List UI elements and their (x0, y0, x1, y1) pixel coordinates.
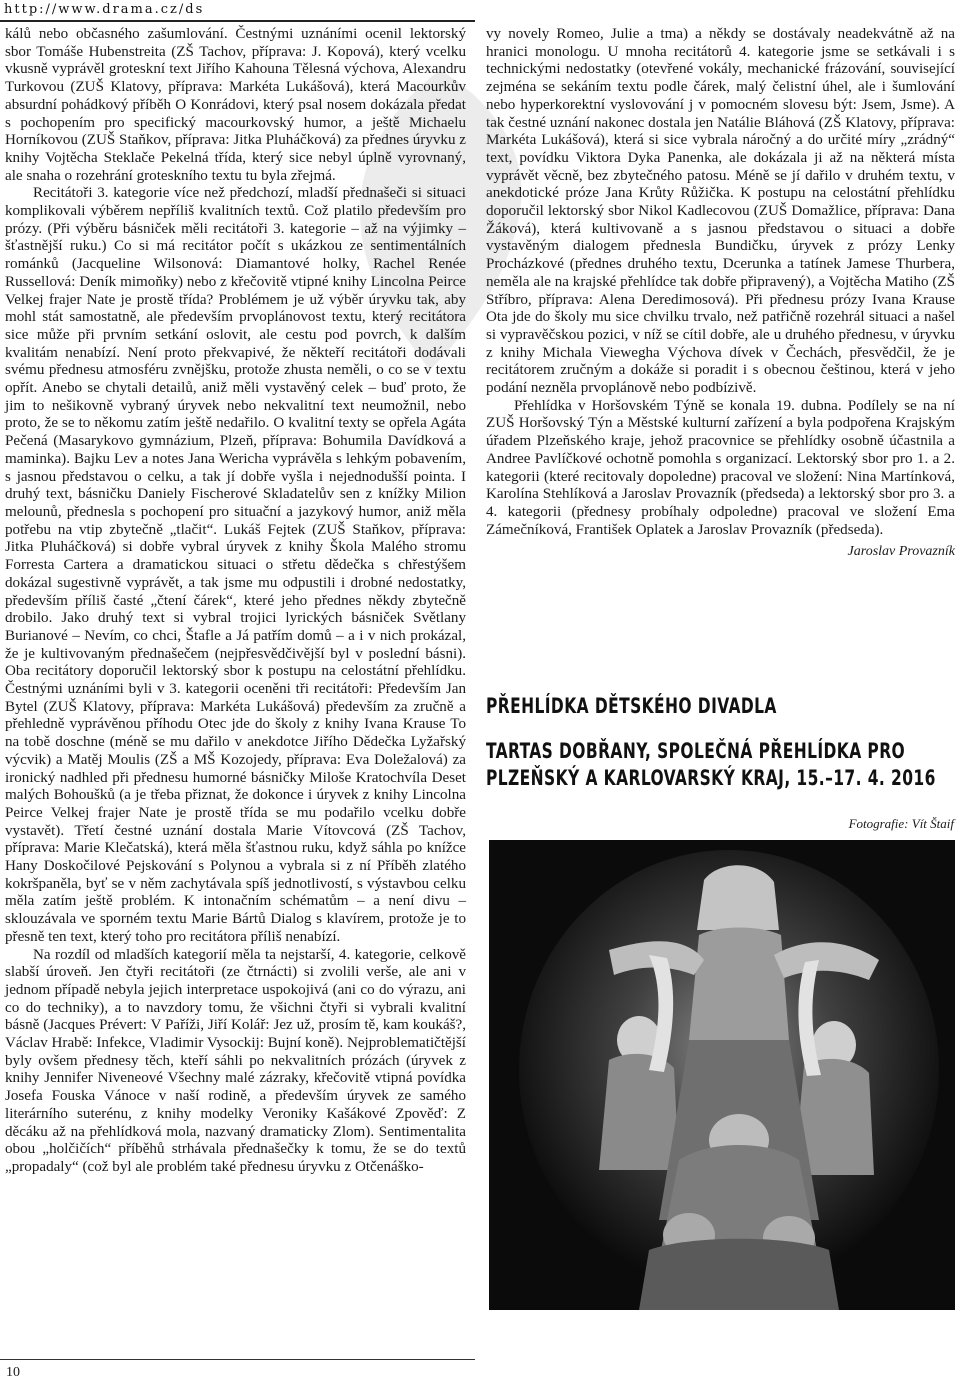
photo-credit: Fotografie: Vít Štaif (848, 816, 954, 831)
paragraph: kálů nebo občasného zašumlování. Čestnými uznáními ocenil lektorský sbor Tomáše Hubenstreita (ZŠ Tachov, příprava: J. Kopová), který vcelku vkusně vyprávěl groteskní text Jiřího Kahouna Tělesná výchova, Alexandru Turkovou (ZUŠ Klatovy, příprava: Markéta Lukášová), která Macourkův absurdní pohádkový příběh O Konrádovi, který psal nosem dokázala předat s pochopením pro specifický macourkovský humor, a ještě Michaelu Horníkovou (ZUŠ Staňkov, příprava: Jitka Pluháčková) za přednes úryvku z knihy Vojtěcha Steklače Pekelná třída, který sice nebyl úplně vyrovnaný, ale snaha o rozehrání groteskního textu tu byla zřejmá. (5, 26, 466, 184)
left-column (5, 26, 466, 1177)
header-rule (0, 20, 475, 22)
section-heading: PŘEHLÍDKA DĚTSKÉHO DIVADLA (486, 694, 777, 718)
header-url[interactable]: http://www.drama.cz/ds (4, 2, 205, 17)
event-heading: TARTAS DOBŘANY, SPOLEČNÁ PŘEHLÍDKA PRO PLZEŇSKÝ A KARLOVARSKÝ KRAJ, 15.–17. 4. 2016 (486, 739, 936, 790)
paragraph: Recitátoři 3. kategorie více než předchozí, mladší přednašeči si situaci komplikovali výběrem nepříliš kvalitních textů. Což platilo především pro prózy. (Při výběru básniček měli recitátoři 3. kategorie – až na výjimky – šťastnější ruku.) Co si má recitátor počít s ukázkou ze sentimentálních románků (Jacqueline Wilsonová: Diamantové holky, Rachel Renée Russellová: Deník mimoňky) nebo z křečovitě vtipné knihy Lincolna Peirce Velkej frajer Nate je prostě třída? Problémem je už výběr úryvku tak, aby mohl stát samostatně, ale především prvoplánovost textu, který recitátora sice může při prvním setkání oslovit, ale cestu pod povrch, k dalším kvalitám nenabízí. Není proto překvapivé, že někteří recitátoři dodávali svému přednesu atmosféru zvnějšku, protože zhusta neměli, o co se v textu opřít. Anebo se chytali detailů, aniž měli vystavěný celek – buď proto, že jim to nešikovně vybraný úryvek nebo nekvalitní text neumožnil, nebo proto, že se to někomu zatím ještě nedařilo. O kvalitní texty se opřela Agáta Pečená (Masarykovo gymnázium, Plzeň, příprava: Bohumila Davídková a maminka). Bajku Lev a notes Jana Wericha vyprávěla s lehkým pobavením, s jasnou představou o celku, a tak jí dobře vyšla i nejednodušší pointa. I druhý text, básničku Daniely Fischerové Skladatelův sen z knížky Milion melounů, přednesla s pochopení pro situační a jazykový humor, aniž měla potřebu na vtip zbytečně „tlačit“. Lukáš Fejtek (ZUŠ Staňkov, příprava: Jitka Pluháčková) si dobře vybral úryvek z knihy Škola Malého stromu Forresta Cartera a dramatickou situaci o střetu dědečka s chřestýšem dokázal sugestivně vyprávět, a tak jsme mu odpustili i drobné nedostatky, především příliš časté „čtení čárek“, které jeho přednes někdy zbytečně drobilo. Jako druhý text si vybral trojici lyrických básniček Světlany Burianové – Nevím, co chci, Štafle a Já patřím domů – a i v nich prokázal, že je kultivovaným přednašečem (nejpřesvědčivější byl v poslední básni). Oba recitátory doporučil lektorský sbor k postupu na celostátní přehlídku. Čestnými uznáními byli v 3. kategorii oceněni tři recitátoři: Především Jan Bytel (ZUŠ Klatovy, příprava: Markéta Lukášová) především za zručně a přehledně vyprávěnou příhodu Otec jde do školy z knihy Ivana Krause To na tobě doschne (méně se mu dařilo v anekdotce Jiřího Dědečka Lyžařský výcvik) a Matěj Moulis (ZŠ a MŠ Kozojedy, příprava: Eva Doležalová) za ironický nadhled při přednesu humorné básničky Miloše Kratochvíla Deset malých Bohoušků (a je třeba přiznat, že dokonce i úryvek z knihy Lincolna Peirce Velkej frajer Nate je prostě třída se mu podařilo vcelku dobře vystavět). Třetí čestné uznání dostala Marie Vítovcová (ZŠ Tachov, příprava: Marie Klečatská), která měla šťastnou ruku, když sáhla po knížce Hany Doskočilové Pejskování s Polynou a vybrala si z ní Příběh zlatého kokršpaněla, byť se v něm zachytávala spíš jednotlivostí, s výstavbou celku měla zatím ještě problém. K intonačním schématům – a není divu – sklouzávala ve sporném textu Marie Bártů Dialog s klavírem, protože je to přesně ten text, který toho pro recitátora příliš nenabízí. (5, 185, 466, 945)
footer-rule (0, 1359, 475, 1360)
paragraph: vy novely Romeo, Julie a tma) a někdy se dostávaly neadekvátně až na hranici monologu. U mnoha recitátorů 4. kategorie jsme se setkávali i s technickými nedostatky (otevřené vokály, mechanické frázování, související zejména se sekáním textu podle čárek, malý čelistní úhel, ale i šumlování nebo hyperkorektní vyslovování j v pomocném slovesu být: Jsem, Jsme). A tak čestné uznání nakonec dostala jen Natálie Bláhová (ZŠ Klatovy, příprava: Markéta Lukášová), která si sice vybrala náročný a do určité míry „zrádný“ text, povídku Viktora Dyka Panenka, ale dokázala ji až na některá místa vyprávět věcně, bez zbytečného patosu. Méně se jí dařilo v druhém textu, v anekdotické próze Jana Krůty Růžička. K postupu na celostátní přehlídku doporučil lektorský sbor Nikol Kadlecovou (ZUŠ Domažlice, příprava: Dana Žáková), která kultivovaně a s jasnou představou o situaci a dobře vystavěným dialogem přednesla Bundičku, úryvek z prózy Lenky Procházkové (přednes druhého textu, Dcerunka a tatínek Jamese Thurbera, neměla ale na krajské přehlídce tak dobře připravený), a Vojtěcha Matiho (ZŠ Stříbro, příprava: Alena Deredimosová). Při přednesu prózy Ivana Krause Ota jde do školy mu sice chvilku trvalo, než patřičně rozehrál situaci a našel si vypravěčskou pozici, v níž se cítil dobře, ale u druhého přednesu, v úryvku z knihy Michala Viewegha Výchova dívek v Čechách, přesvědčil, že je recitátorem zručným a dokáže si poradit i s obecnou češtinou, která v jeho podání nezněla prvoplánově nebo podbízivě. (486, 26, 955, 397)
performance-photo-graphic (489, 840, 955, 1310)
paragraph: Přehlídka v Horšovském Týně se konala 19. dubna. Podílely se na ní ZUŠ Horšovský Týn a Městské kulturní zařízení a byla podpořena Krajským úřadem Plzeňského kraje, jehož pracovnice se přehlídky osobně účastnila a Andree Pavlíčkové ochotně pomohla s organizací. Lektorský sbor pro 1. a 2. kategorii (které recitovaly dopoledne) pracoval ve složení: Nina Martínková, Karolína Stehlíková a Jaroslav Provazník (předseda) a lektorský sbor pro 3. a 4. kategorii (přednesy probíhaly odpoledne) pracoval ve složení Ema Zámečníková, František Oplatek a Jaroslav Provazník (předseda). (486, 397, 955, 538)
author-signature: Jaroslav Provazník (847, 544, 955, 560)
page-number: 10 (6, 1365, 20, 1380)
right-column (486, 26, 955, 561)
performance-photo (489, 840, 955, 1310)
paragraph: Na rozdíl od mladších kategorií měla ta nejstarší, 4. kategorie, celkově slabší úroveň. Jen čtyři recitátoři (ze čtrnácti) si zvolili verše, ale ani v jednom případě nebyla jejich interpretace uspokojivá (ani co do výrazu, ani co do techniky), a to navzdory tomu, že všichni čtyři si vybrali kvalitní básně (Jacques Prévert: V Paříži, Jiří Kolář: Jez už, prosím tě, kam koukáš?, Václav Hrabě: Infekce, Vladimir Vysockij: Bujní koně). Nejproblematičtější byly ovšem přednesy těch, kteří sáhli po nekvalitních prózách (úryvek z knihy Jennifer Niveneové Všechny malé zázraky, křečovitě vtipná povídka Josefa Fouska Vánoce v naší rodině, a především úryvek ze samého literárního suterénu, z knihy modelky Veroniky Kašákové Zpověď: Z děcáku až na přehlídková mola, nazvaný dramaticky Zlom). Sentimentalita obou „holčičích“ příběhů strhávala přednašečky k tomu, že se do textů „propadaly“ (což byl ale problém také přednesu úryvku z Otčenáško- (5, 946, 466, 1175)
